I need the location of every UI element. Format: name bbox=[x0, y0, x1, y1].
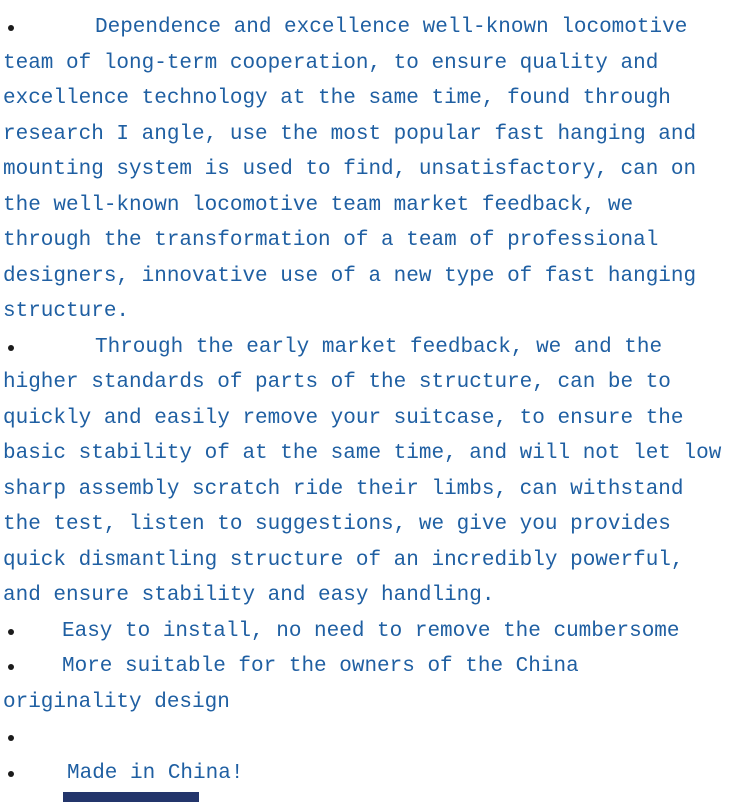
text-line: basic stability of at the same time, and will not let low bbox=[3, 442, 722, 465]
text-line: Easy to install, no need to remove the cumbersome bbox=[62, 619, 680, 643]
text-line: quickly and easily remove your suitcase, to ensure the bbox=[3, 406, 684, 430]
bullet-marker-icon bbox=[8, 771, 14, 777]
text-line: through the transformation of a team of professional bbox=[3, 229, 659, 252]
text-line: higher standards of parts of the structure, can be to bbox=[3, 371, 671, 394]
text-line: the well-known locomotive team market feedback, we bbox=[3, 193, 634, 217]
text-line: More suitable for the owners of the China bbox=[62, 655, 579, 678]
text-line: and ensure stability and easy handling. bbox=[3, 584, 495, 607]
text-line: the test, listen to suggestions, we give you provides bbox=[3, 513, 671, 536]
text-line: team of long-term cooperation, to ensure quality and bbox=[3, 51, 659, 75]
bullet-marker-icon bbox=[8, 25, 14, 31]
text-line: originality design bbox=[3, 690, 230, 714]
bullet-marker-icon bbox=[8, 629, 14, 635]
bullet-list bbox=[3, 10, 755, 791]
bullet-item bbox=[3, 649, 755, 720]
text-line: sharp assembly scratch ride their limbs, can withstand bbox=[3, 477, 684, 501]
text-line: quick dismantling structure of an incredibly powerful, bbox=[3, 548, 684, 572]
bullet-marker-icon bbox=[8, 664, 14, 670]
text-line: Through the early market feedback, we and the bbox=[95, 335, 663, 359]
bullet-marker-icon bbox=[8, 345, 14, 351]
text-line: mounting system is used to find, unsatisfactory, can on bbox=[3, 158, 697, 181]
text-line: excellence technology at the same time, found through bbox=[3, 87, 671, 110]
bullet-item bbox=[3, 614, 755, 650]
bullet-item bbox=[3, 756, 755, 792]
text-line: Made in China! bbox=[67, 761, 244, 785]
next-section-image-sliver bbox=[63, 792, 199, 802]
text-line: research I angle, use the most popular fast hanging and bbox=[3, 122, 697, 146]
bullet-item bbox=[3, 720, 755, 756]
text-line: Dependence and excellence well-known locomotive bbox=[95, 16, 688, 39]
bullet-item bbox=[3, 10, 755, 330]
text-line: structure. bbox=[3, 300, 130, 323]
bullet-item bbox=[3, 330, 755, 614]
bullet-marker-icon bbox=[8, 735, 14, 741]
text-line: designers, innovative use of a new type of fast hanging bbox=[3, 264, 697, 288]
